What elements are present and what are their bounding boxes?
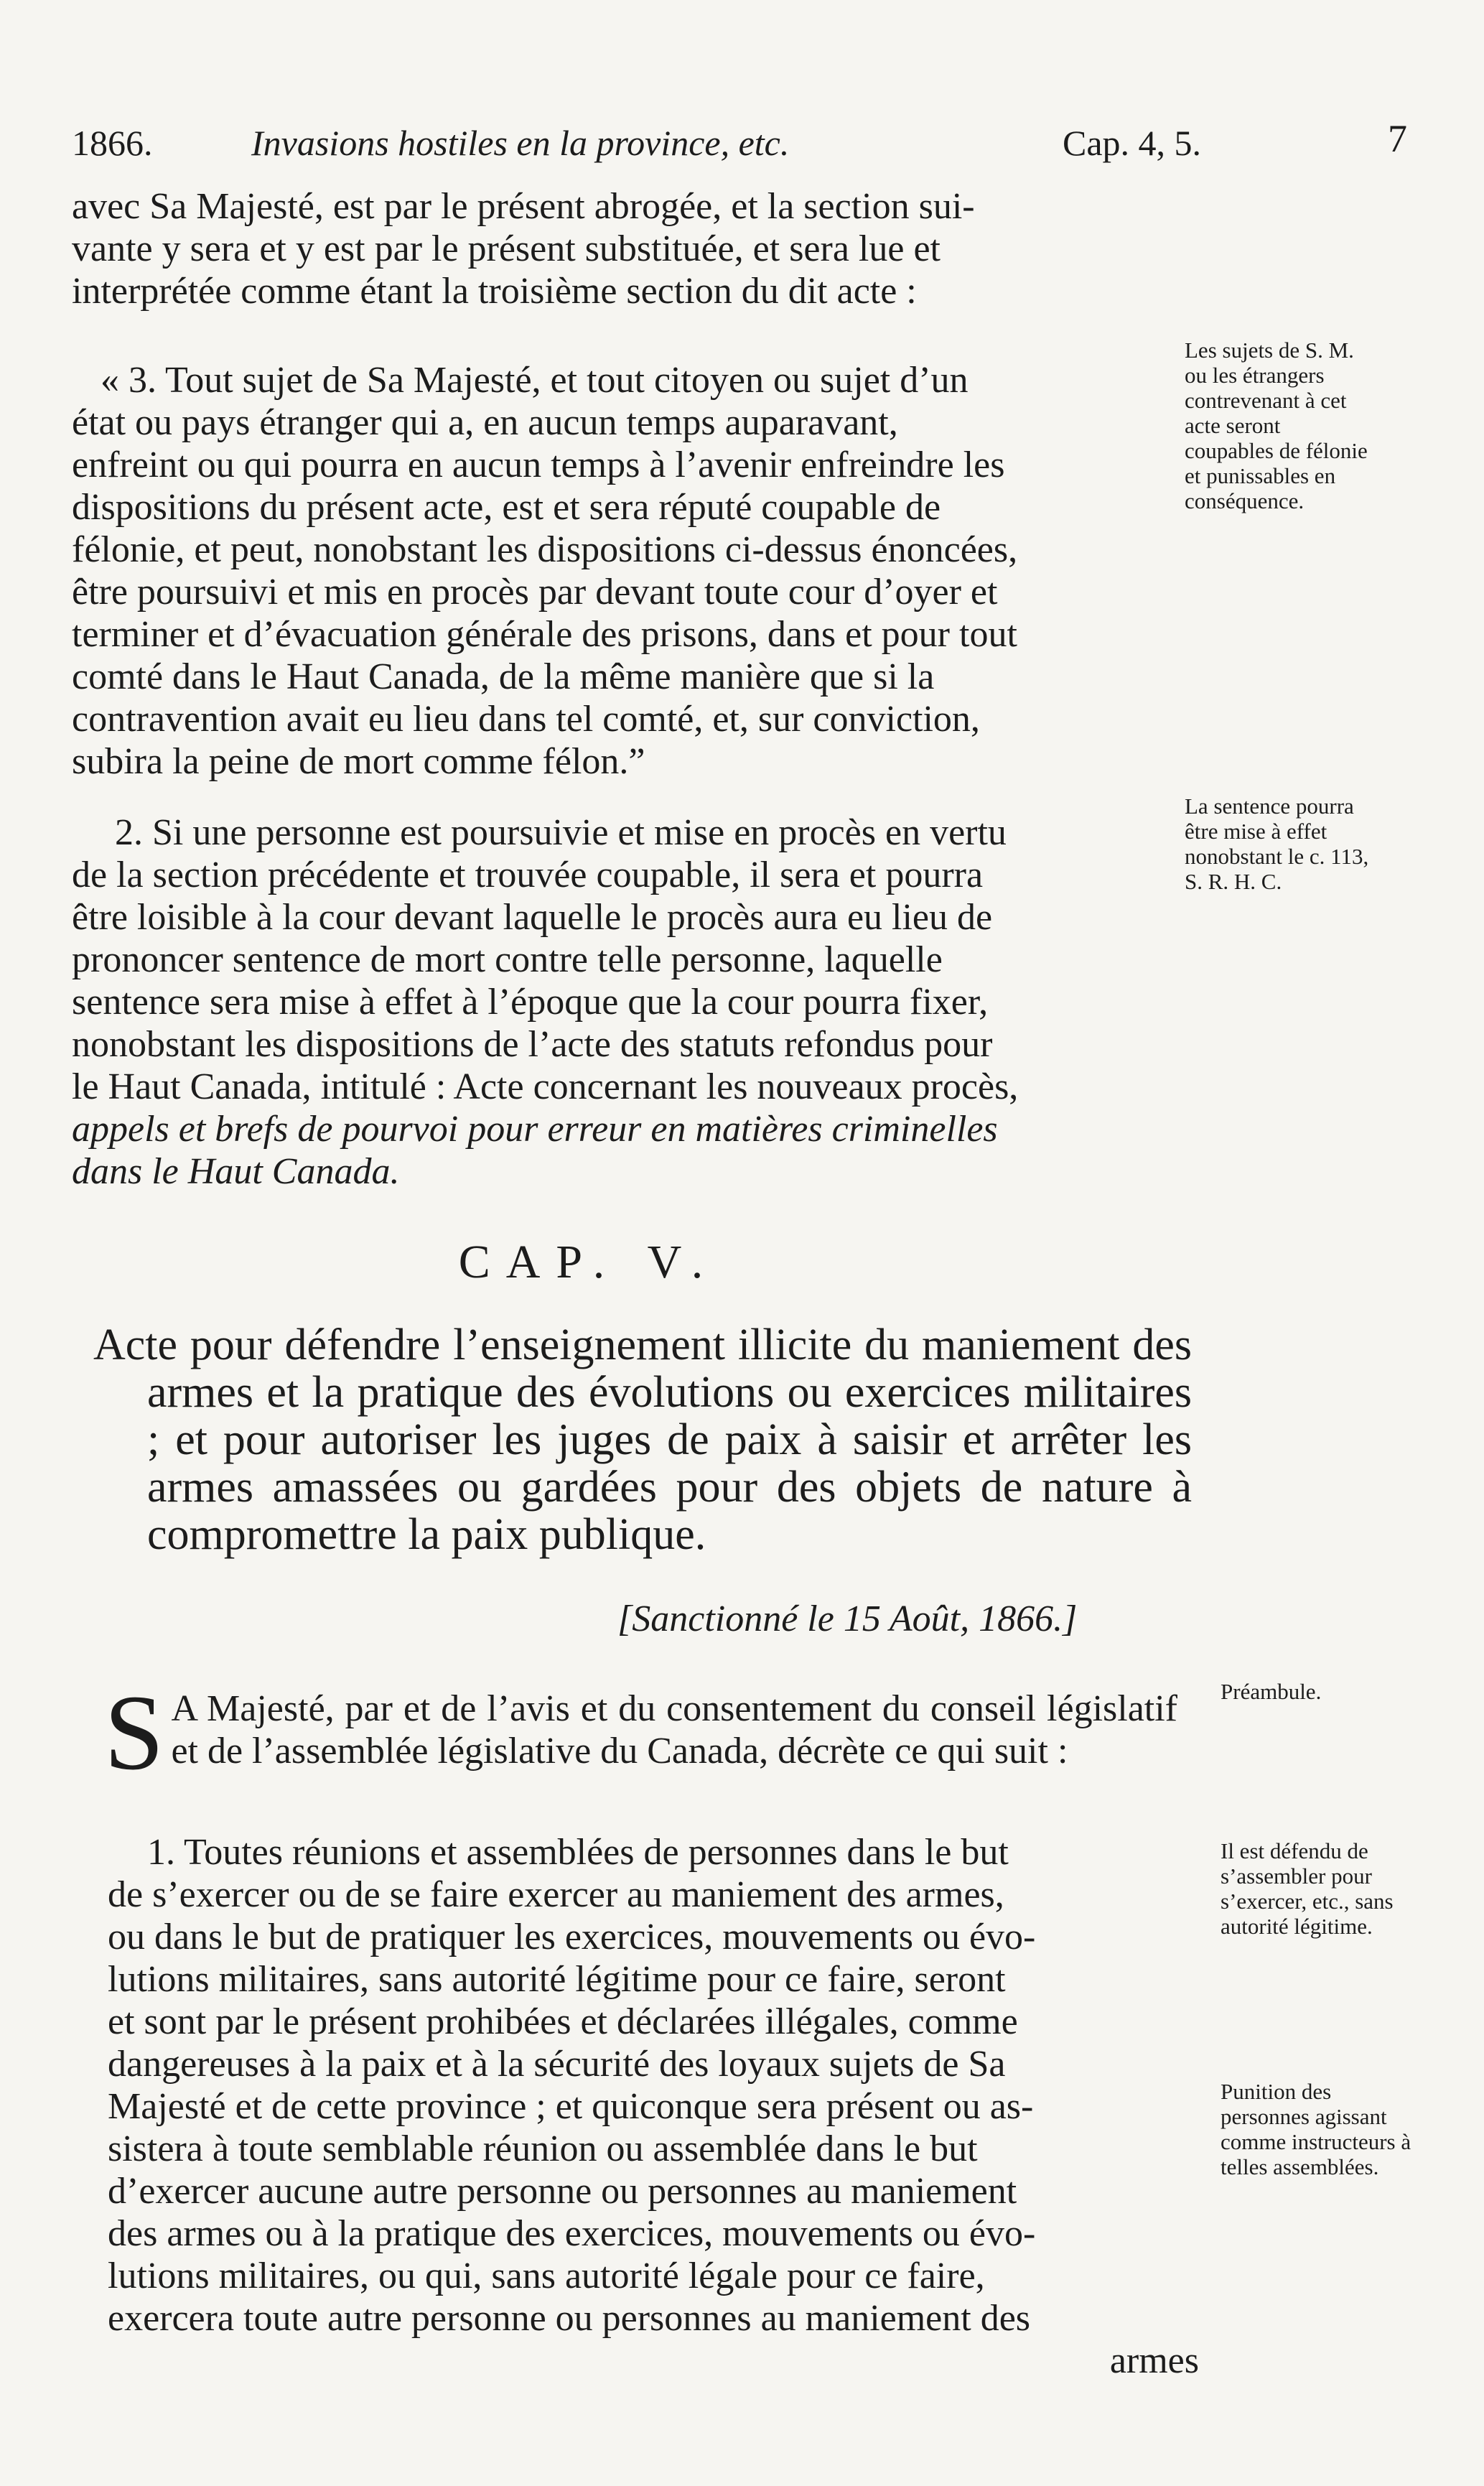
sanction-date: [Sanctionné le 15 Août, 1866.]: [617, 1598, 1078, 1639]
header-title: Invasions hostiles en la province, etc.: [251, 123, 790, 163]
margin-note-section-1: Il est défendu de s’assembler pour s’exercer, etc., sans autorité légitime.: [1221, 1838, 1394, 1939]
text-line: de s’exercer ou de se faire exercer au maniement des armes,: [108, 1874, 1004, 1915]
text-line: dangereuses à la paix et à la sécurité des loyaux sujets de Sa: [108, 2044, 1006, 2085]
text-line: ou dans le but de pratiquer les exercices, mouvements ou évo-: [108, 1917, 1036, 1957]
text-line: terminer et d’évacuation générale des prisons, dans et pour tout: [72, 614, 1017, 655]
header-chapter: Cap. 4, 5.: [1063, 123, 1202, 163]
text-line: félonie, et peut, nonobstant les dispositions ci-dessus énoncées,: [72, 529, 1018, 570]
text-line: interprétée comme étant la troisième section du dit acte :: [72, 271, 917, 312]
text-line: dispositions du présent acte, est et sera réputé coupable de: [72, 487, 941, 528]
text-line: contravention avait eu lieu dans tel comté, et, sur conviction,: [72, 699, 980, 740]
text-line: exercera toute autre personne ou personnes au maniement des: [108, 2298, 1031, 2339]
header-year: 1866.: [72, 123, 153, 163]
margin-note-section-2: La sentence pourra être mise à effet nonobstant le c. 113, S. R. H. C.: [1185, 793, 1369, 894]
text-line: des armes ou à la pratique des exercices, mouvements ou évo-: [108, 2213, 1036, 2254]
text-line: enfreint ou qui pourra en aucun temps à l’avenir enfreindre les: [72, 444, 1005, 485]
margin-note-preamble: Préambule.: [1221, 1679, 1322, 1704]
section-2: [72, 811, 1177, 1193]
text-line: nonobstant les dispositions de l’acte des statuts refondus pour: [72, 1024, 993, 1065]
text-line: sistera à toute semblable réunion ou assemblée dans le but: [108, 2128, 978, 2169]
catchword: armes: [1109, 2340, 1199, 2381]
text-line: Majesté et de cette province ; et quiconque sera présent ou as-: [108, 2086, 1034, 2127]
text-line: de la section précédente et trouvée coupable, il sera et pourra: [72, 855, 984, 895]
text-line: vante y sera et y est par le présent substituée, et sera lue et: [72, 228, 941, 269]
text-line: 2. Si une personne est poursuivie et mise en procès en vertu: [115, 812, 1007, 853]
section-1: [108, 1831, 1199, 2382]
text-line: être loisible à la cour devant laquelle le procès aura eu lieu de: [72, 897, 993, 938]
preamble: [104, 1673, 1177, 1792]
running-header: [72, 117, 1407, 172]
section-3: [72, 359, 1177, 783]
text-line: lutions militaires, sans autorité légitime pour ce faire, seront: [108, 1959, 1006, 2000]
text-line: appels et brefs de pourvoi pour erreur en matières criminelles: [72, 1109, 998, 1150]
text-line: comté dans le Haut Canada, de la même manière que si la: [72, 656, 935, 697]
act-title-text: Acte pour défendre l’enseignement illicite du maniement des armes et la pratique des évolutions ou exercices militaires ; et pour autoriser les juges de paix à saisir et arrêter les armes amassées ou gardées pour des objets de nature à compromettre la paix publique.: [93, 1321, 1192, 1559]
act-title: [93, 1321, 1192, 1558]
text-line: subira la peine de mort comme félon.”: [72, 741, 645, 782]
text-line: 1. Toutes réunions et assemblées de personnes dans le but: [147, 1832, 1009, 1873]
text-line: prononcer sentence de mort contre telle personne, laquelle: [72, 939, 943, 980]
section-intro: [72, 185, 1177, 312]
margin-note-punition: Punition des personnes agissant comme instructeurs à telles assemblées.: [1221, 2079, 1411, 2179]
text-line: être poursuivi et mis en procès par devant toute cour d’oyer et: [72, 572, 998, 613]
text-line: d’exercer aucune autre personne ou personnes au maniement: [108, 2171, 1017, 2212]
text-line: et sont par le présent prohibées et déclarées illégales, comme: [108, 2001, 1018, 2042]
margin-note-section-3: Les sujets de S. M. ou les étrangers contrevenant à cet acte seront coupables de félonie et punissables en conséquence.: [1185, 337, 1368, 513]
text-line: lutions militaires, ou qui, sans autorité légale pour ce faire,: [108, 2255, 985, 2296]
text-line: dans le Haut Canada.: [72, 1151, 400, 1192]
page-number: 7: [1388, 117, 1407, 160]
text-line: état ou pays étranger qui a, en aucun temps auparavant,: [72, 402, 898, 443]
text-line: « 3. Tout sujet de Sa Majesté, et tout citoyen ou sujet d’un: [101, 360, 969, 401]
text-line: avec Sa Majesté, est par le présent abrogée, et la section sui-: [72, 186, 975, 227]
preamble-text: A Majesté, par et de l’avis et du consentement du conseil législatif et de l’assemblée législative du Canada, décrète ce qui suit :: [171, 1688, 1177, 1772]
text-line: sentence sera mise à effet à l’époque que la cour pourra fixer,: [72, 982, 989, 1023]
drop-cap: S: [104, 1673, 164, 1792]
text-line: le Haut Canada, intitulé : Acte concernant les nouveaux procès,: [72, 1066, 1019, 1107]
chapter-heading: CAP. V.: [458, 1236, 719, 1288]
